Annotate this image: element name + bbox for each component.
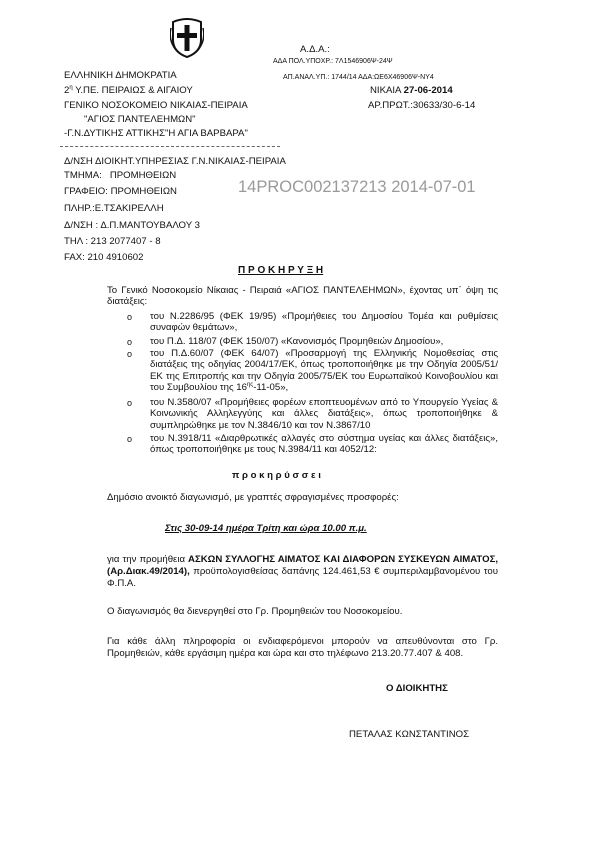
proclaims-heading: π ρ ο κ η ρ ύ σ σ ε ι [232,470,321,481]
hospital-name: "ΑΓΙΟΣ ΠΑΝΤΕΛΕΗΜΩΝ" [84,114,196,125]
bullet-marker: o [127,434,133,444]
address-label: Δ/ΝΣΗ : Δ.Π.ΜΑΝΤΟΥΒΑΛΟΥ 3 [64,220,200,231]
ype-label: $2^\eta$ Υ.ΠΕ. ΠΕΙΡΑΙΩΣ & ΑΙΓΑΙΟΥ [64,85,193,97]
document-title: Π Ρ Ο Κ Η Ρ Υ Ξ Η [238,265,324,276]
tmima-line: ΤΜΗΜΑ: ΠΡΟΜΗΘΕΙΩΝ [64,170,177,181]
greek-emblem-icon [170,18,204,58]
ada-pol: ΑΔΑ ΠΟΛ.ΥΠΟΧΡ.: 7Λ1546906Ψ-24Ψ [273,58,393,65]
signer-name: ΠΕΤΑΛΑΣ ΚΩΝΣΤΑΝΤΙΝΟΣ [349,729,470,740]
date-line: ΝΙΚΑΙΑ 27-06-2014 [370,85,453,96]
deadline-text: Στις 30-09-14 ημέρα Τρίτη και ώρα 10.00 π.μ. [165,523,367,534]
ap-anal: ΑΠ.ΑΝΑΛ.ΥΠ.: 1744/14 ΑΔΑ:ΩΕ6Χ46906Ψ-ΝΥ4 [283,74,434,81]
venue-text: Ο διαγωνισμός θα διενεργηθεί στο Γρ. Προμηθειών του Νοσοκομείου. [107,606,403,617]
plir-label: ΠΛΗΡ.:Ε.ΤΣΑΚΙΡΕΛΛΗ [64,203,164,214]
purpose-paragraph: για την προμήθεια ΑΣΚΩΝ ΣΥΛΛΟΓΗΣ ΑΙΜΑΤΟΣ ΚΑΙ ΔΙΑΦΟΡΩΝ ΣΥΣΚΕΥΩΝ ΑΙΜΑΤΟΣ, (Αρ.Διακ.49/2014), προϋπολογισθείσας δαπάνης 124.461,53 € συμπεριλαμβανομένου του Φ.Π.Α. [107,554,499,589]
law-item: του Ν.2286/95 (ΦΕΚ 19/95) «Προμήθειες του Δημοσίου Τομέα και ρυθμίσεις συναφών θεμάτων», [150,311,498,334]
law-item: του Π.Δ.60/07 (ΦΕΚ 64/07) «Προσαρμογή της Ελληνικής Νομοθεσίας στις διατάξεις της οδηγίας 2004/17/ΕΚ, όπως τροποποιήθηκε με την Οδηγία 2005/51/ΕΚ της Επιτροπής και την Οδηγία 2005/75/ΕΚ του Ευρωπαϊκού Κοινοβουλίου και του Συμβουλίου της $16^{\eta\varsigma}-11-05$», [150,348,498,394]
hospital-label: ΓΕΝΙΚΟ ΝΟΣΟΚΟΜΕΙΟ ΝΙΚΑΙΑΣ-ΠΕΙΡΑΙΑ [64,100,248,111]
law-item: του Π.Δ. 118/07 (ΦΕΚ 150/07) «Κανονισμός Προμηθειών Δημοσίου», [150,336,444,347]
law-item: του Ν.3918/11 «Διαρθρωτικές αλλαγές στο σύστημα υγείας και άλλες διατάξεις», όπως τροποποιήθηκε με τους Ν.3984/11 και 4052/12: [150,433,498,456]
bullet-marker: o [127,398,133,408]
fax-label: FAX: 210 4910602 [64,252,144,263]
tender-text: Δημόσιο ανοικτό διαγωνισμό, με γραπτές σφραγισμένες προσφορές: [107,492,399,503]
bullet-marker: o [127,337,133,347]
dnsi-label: Δ/ΝΣΗ ΔΙΟΙΚΗΤ.ΥΠΗΡΕΣΙΑΣ Γ.Ν.ΝΙΚΑΙΑΣ-ΠΕΙΡΑΙΑ [64,156,286,167]
signer-title: Ο ΔΙΟΙΚΗΤΗΣ [386,683,448,694]
law-item: του Ν.3580/07 «Προμήθειες φορέων εποπτευομένων από το Υπουργείο Υγείας & Κοινωνικής Αλληλεγγύης και άλλες διατάξεις», όπως τροποποιήθηκε & συμπληρώθηκε με τον Ν.3846/10 και τον Ν.3867/10 [150,397,498,431]
hospital-2: -Γ.Ν.ΔΥΤΙΚΗΣ ΑΤΤΙΚΗΣ"Η ΑΓΙΑ ΒΑΡΒΑΡΑ" [64,128,248,139]
protocol-number: ΑΡ.ΠΡΩΤ.:30633/30-6-14 [368,100,476,111]
intro-paragraph: Το Γενικό Νοσοκομείο Νίκαιας - Πειραιά «ΑΓΙΟΣ ΠΑΝΤΕΛΕΗΜΩΝ», έχοντας υπ΄ όψη τις διατάξεις: [107,285,498,308]
republic-label: ΕΛΛΗΝΙΚΗ ΔΗΜΟΚΡΑΤΙΑ [64,70,177,81]
bullet-marker: o [127,312,133,322]
info-paragraph: Για κάθε άλλη πληροφορία οι ενδιαφερόμενοι μπορούν να απευθύνονται στο Γρ. Προμηθειών, κάθε εργάσιμη ημέρα και ώρα και στο τηλέφωνο 213.20.77.407 & 408. [107,636,498,659]
dashed-divider [60,146,280,147]
ada-label: Α.Δ.Α.: [300,44,330,55]
registry-stamp: 14PROC002137213 2014-07-01 [238,178,476,196]
bullet-marker: o [127,349,133,359]
tel-label: ΤΗΛ : 213 2077407 - 8 [64,236,161,247]
grafeio-label: ΓΡΑΦΕΙΟ: ΠΡΟΜΗΘΕΙΩΝ [64,186,177,197]
